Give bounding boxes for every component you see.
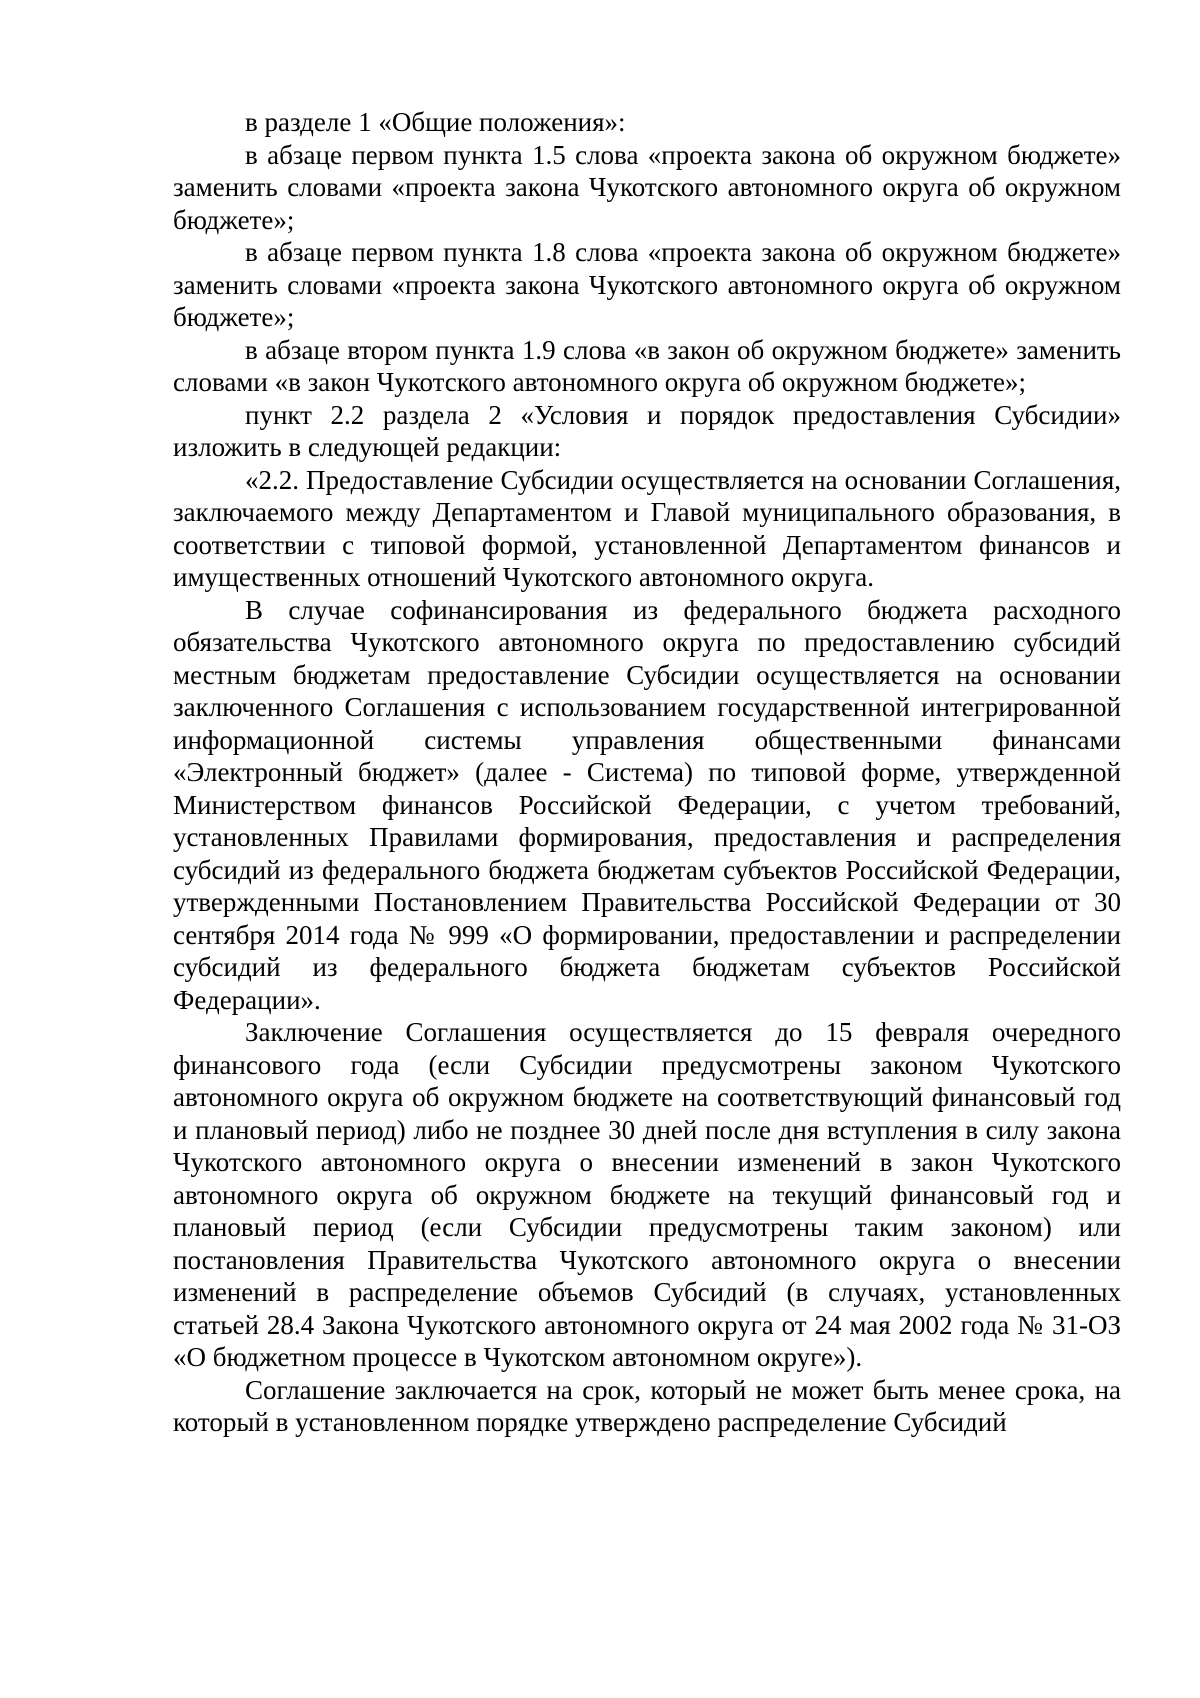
paragraph-item-2-2-text: «2.2. Предоставление Субсидии осуществляется на основании Соглашения, заключаемого между Департаментом и Главой муниципального образования, в соответствии с типовой формой, установленной Департаментом финансов и имущественных отношений Чукотского автономного округа. (173, 464, 1121, 592)
paragraph-agreement-term: Соглашение заключается на срок, который не может быть менее срока, на который в установленном порядке утверждено распределение Субсидий (173, 1374, 1121, 1437)
document-page (173, 106, 1121, 1439)
paragraph-cofinancing: В случае софинансирования из федерального бюджета расходного обязательства Чукотского автономного округа по предоставлению субсидий местным бюджетам предоставление Субсидии осуществляется на основании заключенного Соглашения с использованием государственной интегрированной информационной системы управления общественными финансами «Электронный бюджет» (далее - Система) по типовой форме, утвержденной Министерством финансов Российской Федерации, с учетом требований, установленных Правилами формирования, предоставления и распределения субсидий из федерального бюджета бюджетам субъектов Российской Федерации, утвержденными Постановлением Правительства Российской Федерации от 30 сентября 2014 года № 999 «О формировании, предоставлении и распределении субсидий из федерального бюджета бюджетам субъектов Российской Федерации». (173, 594, 1121, 1015)
paragraph-section-1-heading: в разделе 1 «Общие положения»: (245, 107, 626, 137)
paragraph-item-1-5: в абзаце первом пункта 1.5 слова «проекта закона об окружном бюджете» заменить словами «проекта закона Чукотского автономного округа об окружном бюджете»; (173, 139, 1121, 235)
paragraph-agreement-deadline: Заключение Соглашения осуществляется до 15 февраля очередного финансового года (если Субсидии предусмотрены законом Чукотского автономного округа об окружном бюджете на соответствующий финансовый год и плановый период) либо не позднее 30 дней после дня вступления в силу закона Чукотского автономного округа о внесении изменений в закон Чукотского автономного округа об окружном бюджете на текущий финансовый год и плановый период (если Субсидии предусмотрены таким законом) или постановления Правительства Чукотского автономного округа о внесении изменений в распределение объемов Субсидий (в случаях, установленных статьей 28.4 Закона Чукотского автономного округа от 24 мая 2002 года № 31-ОЗ «О бюджетном процессе в Чукотском автономном округе»). (173, 1017, 1121, 1372)
paragraph-item-1-8: в абзаце первом пункта 1.8 слова «проекта закона об окружном бюджете» заменить словами «проекта закона Чукотского автономного округа об окружном бюджете»; (173, 237, 1121, 332)
paragraph-item-2-2-intro: пункт 2.2 раздела 2 «Условия и порядок предоставления Субсидии» изложить в следующей редакции: (173, 399, 1121, 462)
paragraph-item-1-9: в абзаце втором пункта 1.9 слова «в закон об окружном бюджете» заменить словами «в закон Чукотского автономного округа об окружном бюджете»; (173, 334, 1121, 397)
